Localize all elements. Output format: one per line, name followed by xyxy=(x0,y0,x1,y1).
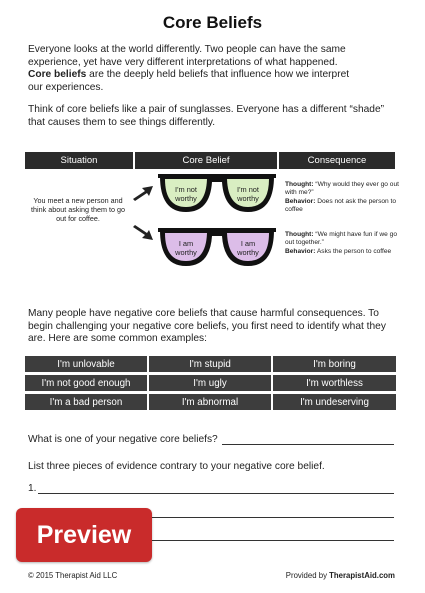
belief-example: I'm stupid xyxy=(149,356,271,372)
situation-text: You meet a new person and think about asking them to go out for coffee. xyxy=(31,196,125,224)
positive-left-lens-line2: worthy xyxy=(175,248,197,257)
arrow-up-right-icon xyxy=(131,182,155,202)
belief-example: I'm unlovable xyxy=(25,356,147,372)
belief-example: I'm not good enough xyxy=(25,375,147,391)
belief-example: I'm undeserving xyxy=(273,394,396,410)
consequence-negative: Thought: “Why would they ever go out with me?” Behavior: Does not ask the person to coffee xyxy=(285,181,399,213)
consequence-header: Consequence xyxy=(279,152,395,169)
diagram-header xyxy=(25,152,395,169)
positive-right-lens-line2: worthy xyxy=(237,248,259,257)
belief-example: I'm boring xyxy=(273,356,396,372)
intro-paragraph-2: Think of core beliefs like a pair of sunglasses. Everyone has a different “shade” that causes them to see things differently. xyxy=(28,104,385,128)
page-title: Core Beliefs xyxy=(162,13,263,32)
negative-left-lens-line2: worthy xyxy=(175,194,197,203)
core-belief-header: Core Belief xyxy=(135,152,277,169)
positive-glasses xyxy=(156,224,278,272)
belief-example: I'm abnormal xyxy=(149,394,271,410)
belief-examples-grid xyxy=(25,356,396,410)
belief-example: I'm worthless xyxy=(273,375,396,391)
question-evidence: List three pieces of evidence contrary to your negative core belief. xyxy=(28,461,325,472)
question-negative-belief: What is one of your negative core beliefs? xyxy=(28,434,218,445)
footer-copyright: © 2015 Therapist Aid LLC xyxy=(28,571,118,580)
core-beliefs-term: Core beliefs xyxy=(28,69,87,80)
negative-left-lens-line1: I'm not xyxy=(175,185,197,194)
negative-glasses xyxy=(156,170,278,218)
belief-example: I'm a bad person xyxy=(25,394,147,410)
consequence-positive: Thought: “We might have fun if we go out together.” Behavior: Asks the person to coffee xyxy=(285,231,398,255)
arrow-down-right-icon xyxy=(131,224,155,244)
positive-right-lens-line1: I am xyxy=(240,239,256,248)
answer-line-negative-belief[interactable] xyxy=(222,444,394,445)
footer-provided-by: Provided by TherapistAid.com xyxy=(285,571,395,580)
preview-badge[interactable]: Preview xyxy=(16,508,152,562)
answer-line-evidence-1[interactable] xyxy=(38,493,394,494)
negative-right-lens-line1: I'm not xyxy=(237,185,259,194)
footer-brand[interactable]: TherapistAid.com xyxy=(329,571,395,580)
positive-left-lens-line1: I am xyxy=(178,239,194,248)
situation-header: Situation xyxy=(25,152,133,169)
belief-example: I'm ugly xyxy=(149,375,271,391)
negative-right-lens-line2: worthy xyxy=(237,194,259,203)
examples-intro: Many people have negative core beliefs that cause harmful consequences. To begin challenging your negative core beliefs, you first need to identify what they are. Here are some common examples: xyxy=(28,308,386,344)
intro-paragraph-1: Everyone looks at the world differently. Two people can have the same experience, yet have very different interpretations of what happened. Core beliefs are the deeply held beliefs that influence how we interpret our experiences. xyxy=(28,44,350,93)
evidence-item-number: 1. xyxy=(28,483,37,494)
